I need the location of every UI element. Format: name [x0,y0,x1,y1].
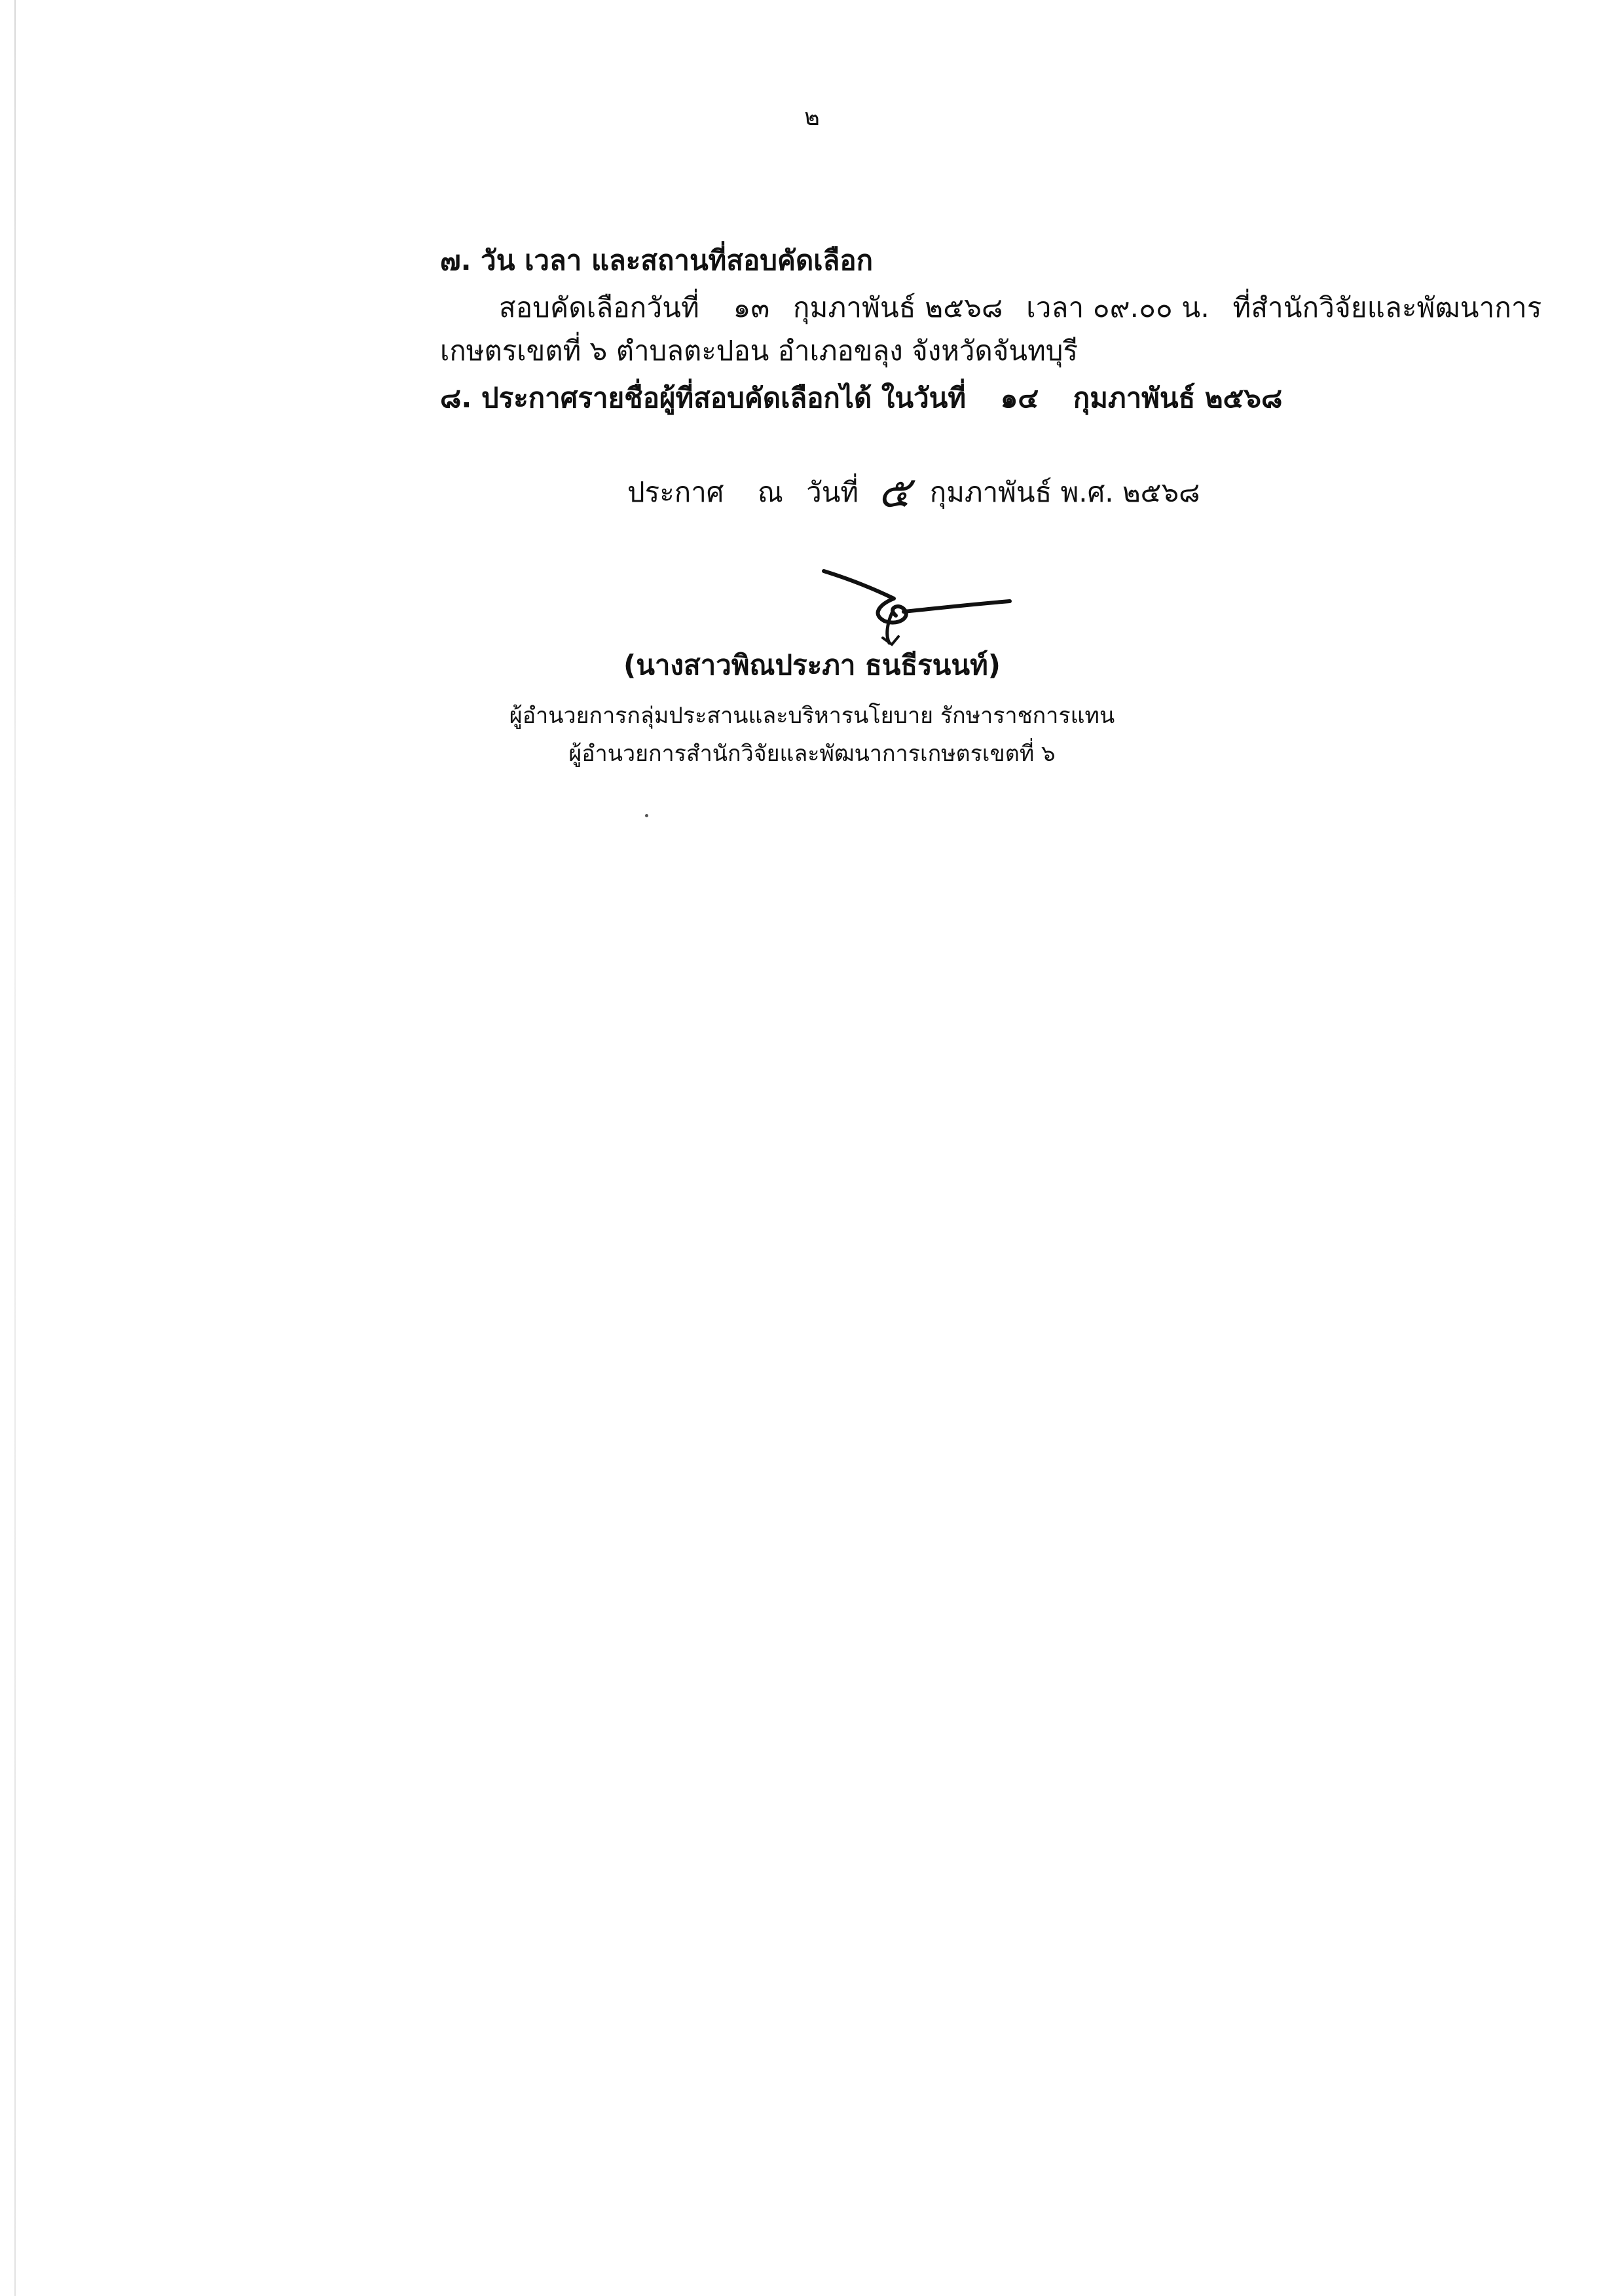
announcement-date-line [627,467,1200,517]
page-number: ๒ [804,104,820,131]
result-year: ๒๕๖๘ [1204,382,1283,414]
announcement-era: พ.ศ. [1060,476,1114,508]
result-day: ๑๔ [1000,382,1039,414]
announcement-date-label: วันที่ [806,476,859,508]
announcement-label: ประกาศ [627,476,724,508]
announcement-month: กุมภาพันธ์ [929,476,1052,508]
exam-place-part-1: ที่สำนักวิจัยและพัฒนาการ [1232,291,1542,324]
result-month: กุมภาพันธ์ [1073,382,1196,414]
exam-intro-text: สอบคัดเลือกวันที่ [499,291,700,324]
section-7-paragraph-line-1 [499,288,1542,327]
exam-year: ๒๕๖๘ [925,291,1003,324]
exam-place-part-2: เกษตรเขตที่ ๖ ตำบลตะปอน อำเภอขลุง จังหวัดจันทบุรี [440,335,1078,367]
page-edge-shadow [14,0,16,2296]
signer-title-line-2: ผู้อำนวยการสำนักวิจัยและพัฒนาการเกษตรเขตที่ ๖ [568,741,1056,767]
handwritten-day: ๕ [877,467,911,517]
section-7-heading: ๗. วัน เวลา และสถานที่สอบคัดเลือก [440,244,874,276]
signer-title-line-1: ผู้อำนวยการกลุ่มประสานและบริหารนโยบาย รักษาราชการแทน [509,703,1115,729]
section-8-heading-text: ๘. ประกาศรายชื่อผู้ที่สอบคัดเลือกได้ ในวันที่ [440,382,967,414]
announcement-year: ๒๕๖๘ [1122,476,1200,508]
handwritten-signature [819,558,1015,650]
exam-time: ๐๙.๐๐ น. [1092,291,1209,324]
scan-speck [645,814,648,817]
section-8-heading [440,379,1282,418]
signer-name: (นางสาวพิณประภา ธนธีรนนท์) [623,649,1001,681]
exam-month: กุมภาพันธ์ [792,291,916,324]
announcement-at: ณ [757,476,783,508]
exam-time-label: เวลา [1026,291,1084,324]
exam-day: ๑๓ [733,291,770,324]
